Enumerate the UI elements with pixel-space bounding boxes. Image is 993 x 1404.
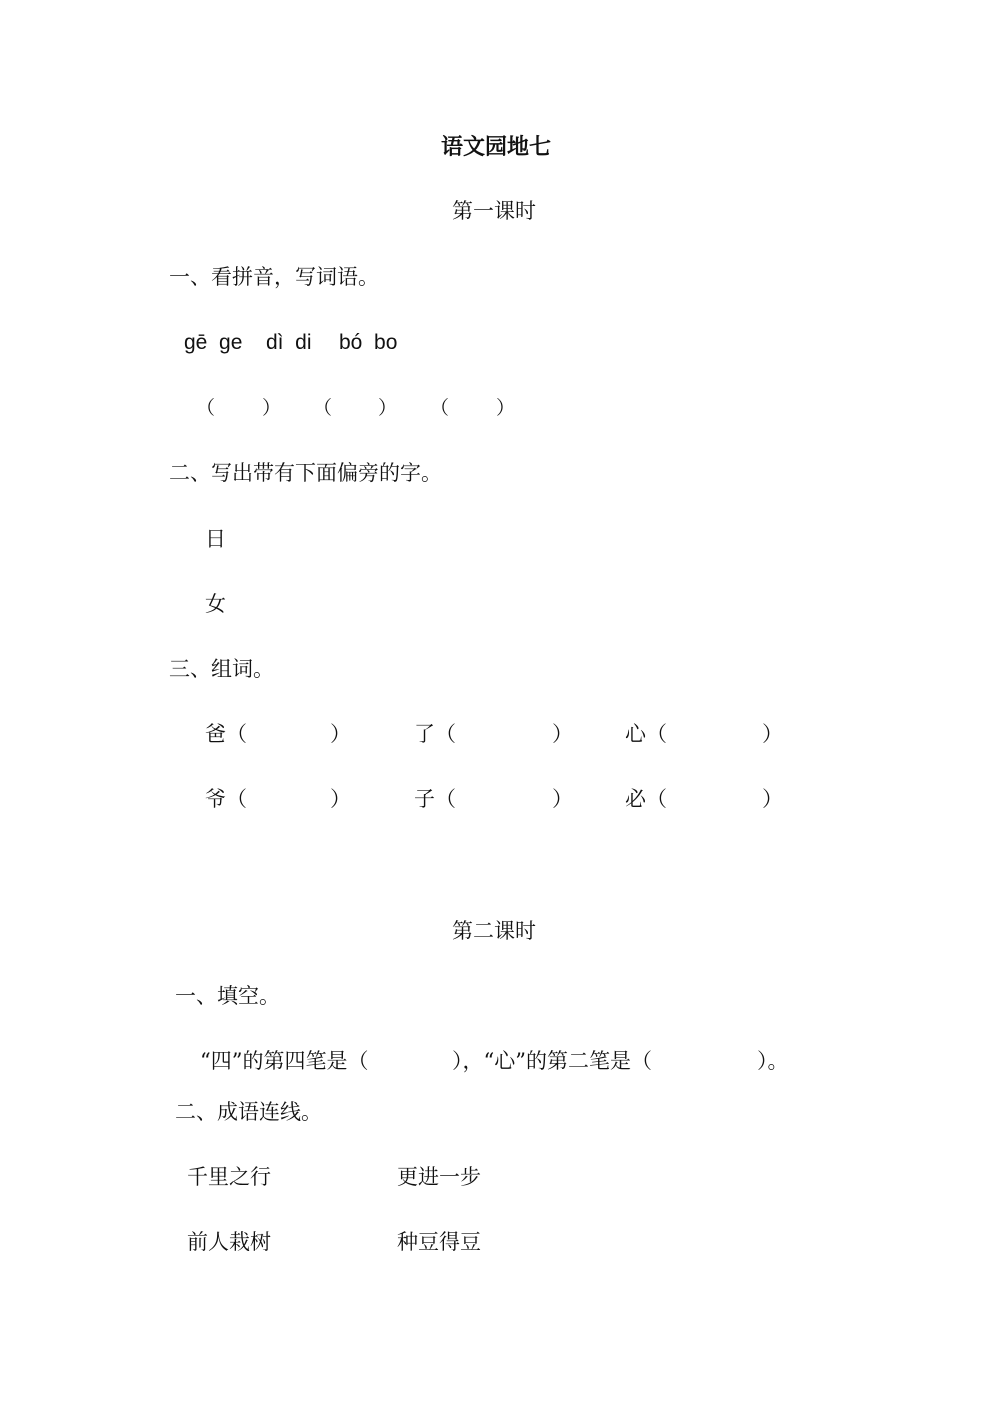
word-item: 心（ [625,722,667,746]
blank-open: （ [196,397,216,419]
radical-item: 日 [205,527,226,551]
blank-close: ） [378,397,398,419]
blank-close: ） [496,397,516,419]
l1-q2-title: 二、写出带有下面偏旁的字。 [169,461,442,485]
word-close: ） [552,722,573,746]
word-close: ） [552,787,573,811]
page-title: 语文园地七 [441,134,552,160]
idiom-left: 前人栽树 [187,1230,271,1254]
idiom-right: 种豆得豆 [397,1230,481,1254]
word-item: 爸（ [205,722,247,746]
blank-open: （ [313,397,333,419]
pinyin-item: gē ge [184,331,243,354]
radical-item: 女 [205,592,226,616]
lesson-1-heading: 第一课时 [452,199,536,223]
lesson-2-heading: 第二课时 [452,919,536,943]
l1-q3-title: 三、组词。 [169,657,274,681]
blank-close: ） [262,397,282,419]
idiom-right: 更进一步 [397,1165,481,1189]
word-close: ） [330,722,351,746]
l2-q1-title: 一、填空。 [175,984,280,1008]
fill-sentence-part: “四”的第四笔是（ [200,1049,369,1073]
fill-sentence-part: ），“心”的第二笔是（ [452,1049,652,1073]
word-close: ） [762,787,783,811]
word-item: 爷（ [205,787,247,811]
blank-open: （ [430,397,450,419]
pinyin-item: dì di [266,331,312,354]
idiom-left: 千里之行 [187,1165,271,1189]
pinyin-item: bó bo [339,331,398,354]
word-close: ） [762,722,783,746]
word-item: 子（ [414,787,456,811]
fill-sentence-part: ）。 [757,1049,789,1073]
word-item: 必（ [625,787,667,811]
l1-q1-title: 一、看拼音，写词语。 [169,265,379,289]
l2-q2-title: 二、成语连线。 [175,1100,322,1124]
word-item: 了（ [414,722,456,746]
word-close: ） [330,787,351,811]
